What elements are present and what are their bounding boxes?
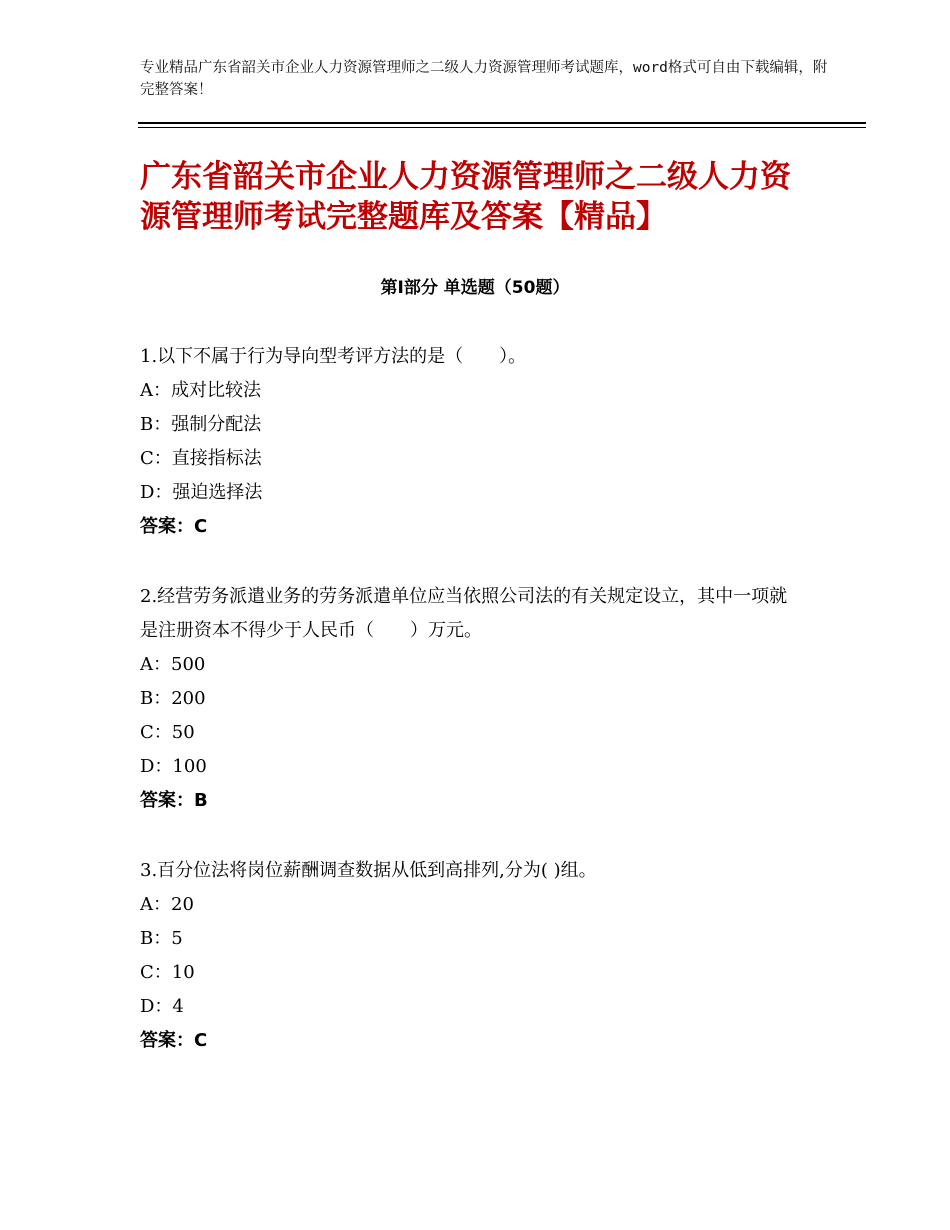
option-a: A：成对比较法 — [140, 380, 261, 401]
question-1 — [140, 340, 800, 544]
question-stem: 2.经营劳务派遣业务的劳务派遣单位应当依照公司法的有关规定设立，其中一项就是注册资本不得少于人民币（ ）万元。 — [140, 586, 788, 641]
option-a: A：20 — [140, 894, 194, 915]
option-b: B：200 — [140, 688, 206, 709]
option-d: D：强迫选择法 — [140, 482, 263, 503]
answer: 答案：B — [140, 790, 208, 811]
option-c: C：50 — [140, 722, 195, 743]
option-d: D：4 — [140, 996, 184, 1017]
option-c: C：直接指标法 — [140, 448, 262, 469]
answer: 答案：C — [140, 516, 208, 537]
question-stem: 1.以下不属于行为导向型考评方法的是（ ）。 — [140, 346, 527, 367]
question-3 — [140, 854, 800, 1058]
answer: 答案：C — [140, 1030, 208, 1051]
header-note: 专业精品广东省韶关市企业人力资源管理师之二级人力资源管理师考试题库，word格式可自由下载编辑，附完整答案！ — [140, 60, 828, 98]
section-heading: 第Ⅰ部分 单选题（50题） — [380, 278, 570, 298]
header-rule-thin — [138, 127, 866, 128]
header-rule-thick — [138, 122, 866, 124]
question-stem: 3.百分位法将岗位薪酬调查数据从低到高排列,分为( )组。 — [140, 860, 597, 881]
option-a: A：500 — [140, 654, 206, 675]
option-b: B：5 — [140, 928, 183, 949]
option-d: D：100 — [140, 756, 207, 777]
option-b: B：强制分配法 — [140, 414, 262, 435]
question-2 — [140, 580, 800, 818]
option-c: C：10 — [140, 962, 195, 983]
document-title: 广东省韶关市企业人力资源管理师之二级人力资源管理师考试完整题库及答案【精品】 — [140, 159, 791, 235]
